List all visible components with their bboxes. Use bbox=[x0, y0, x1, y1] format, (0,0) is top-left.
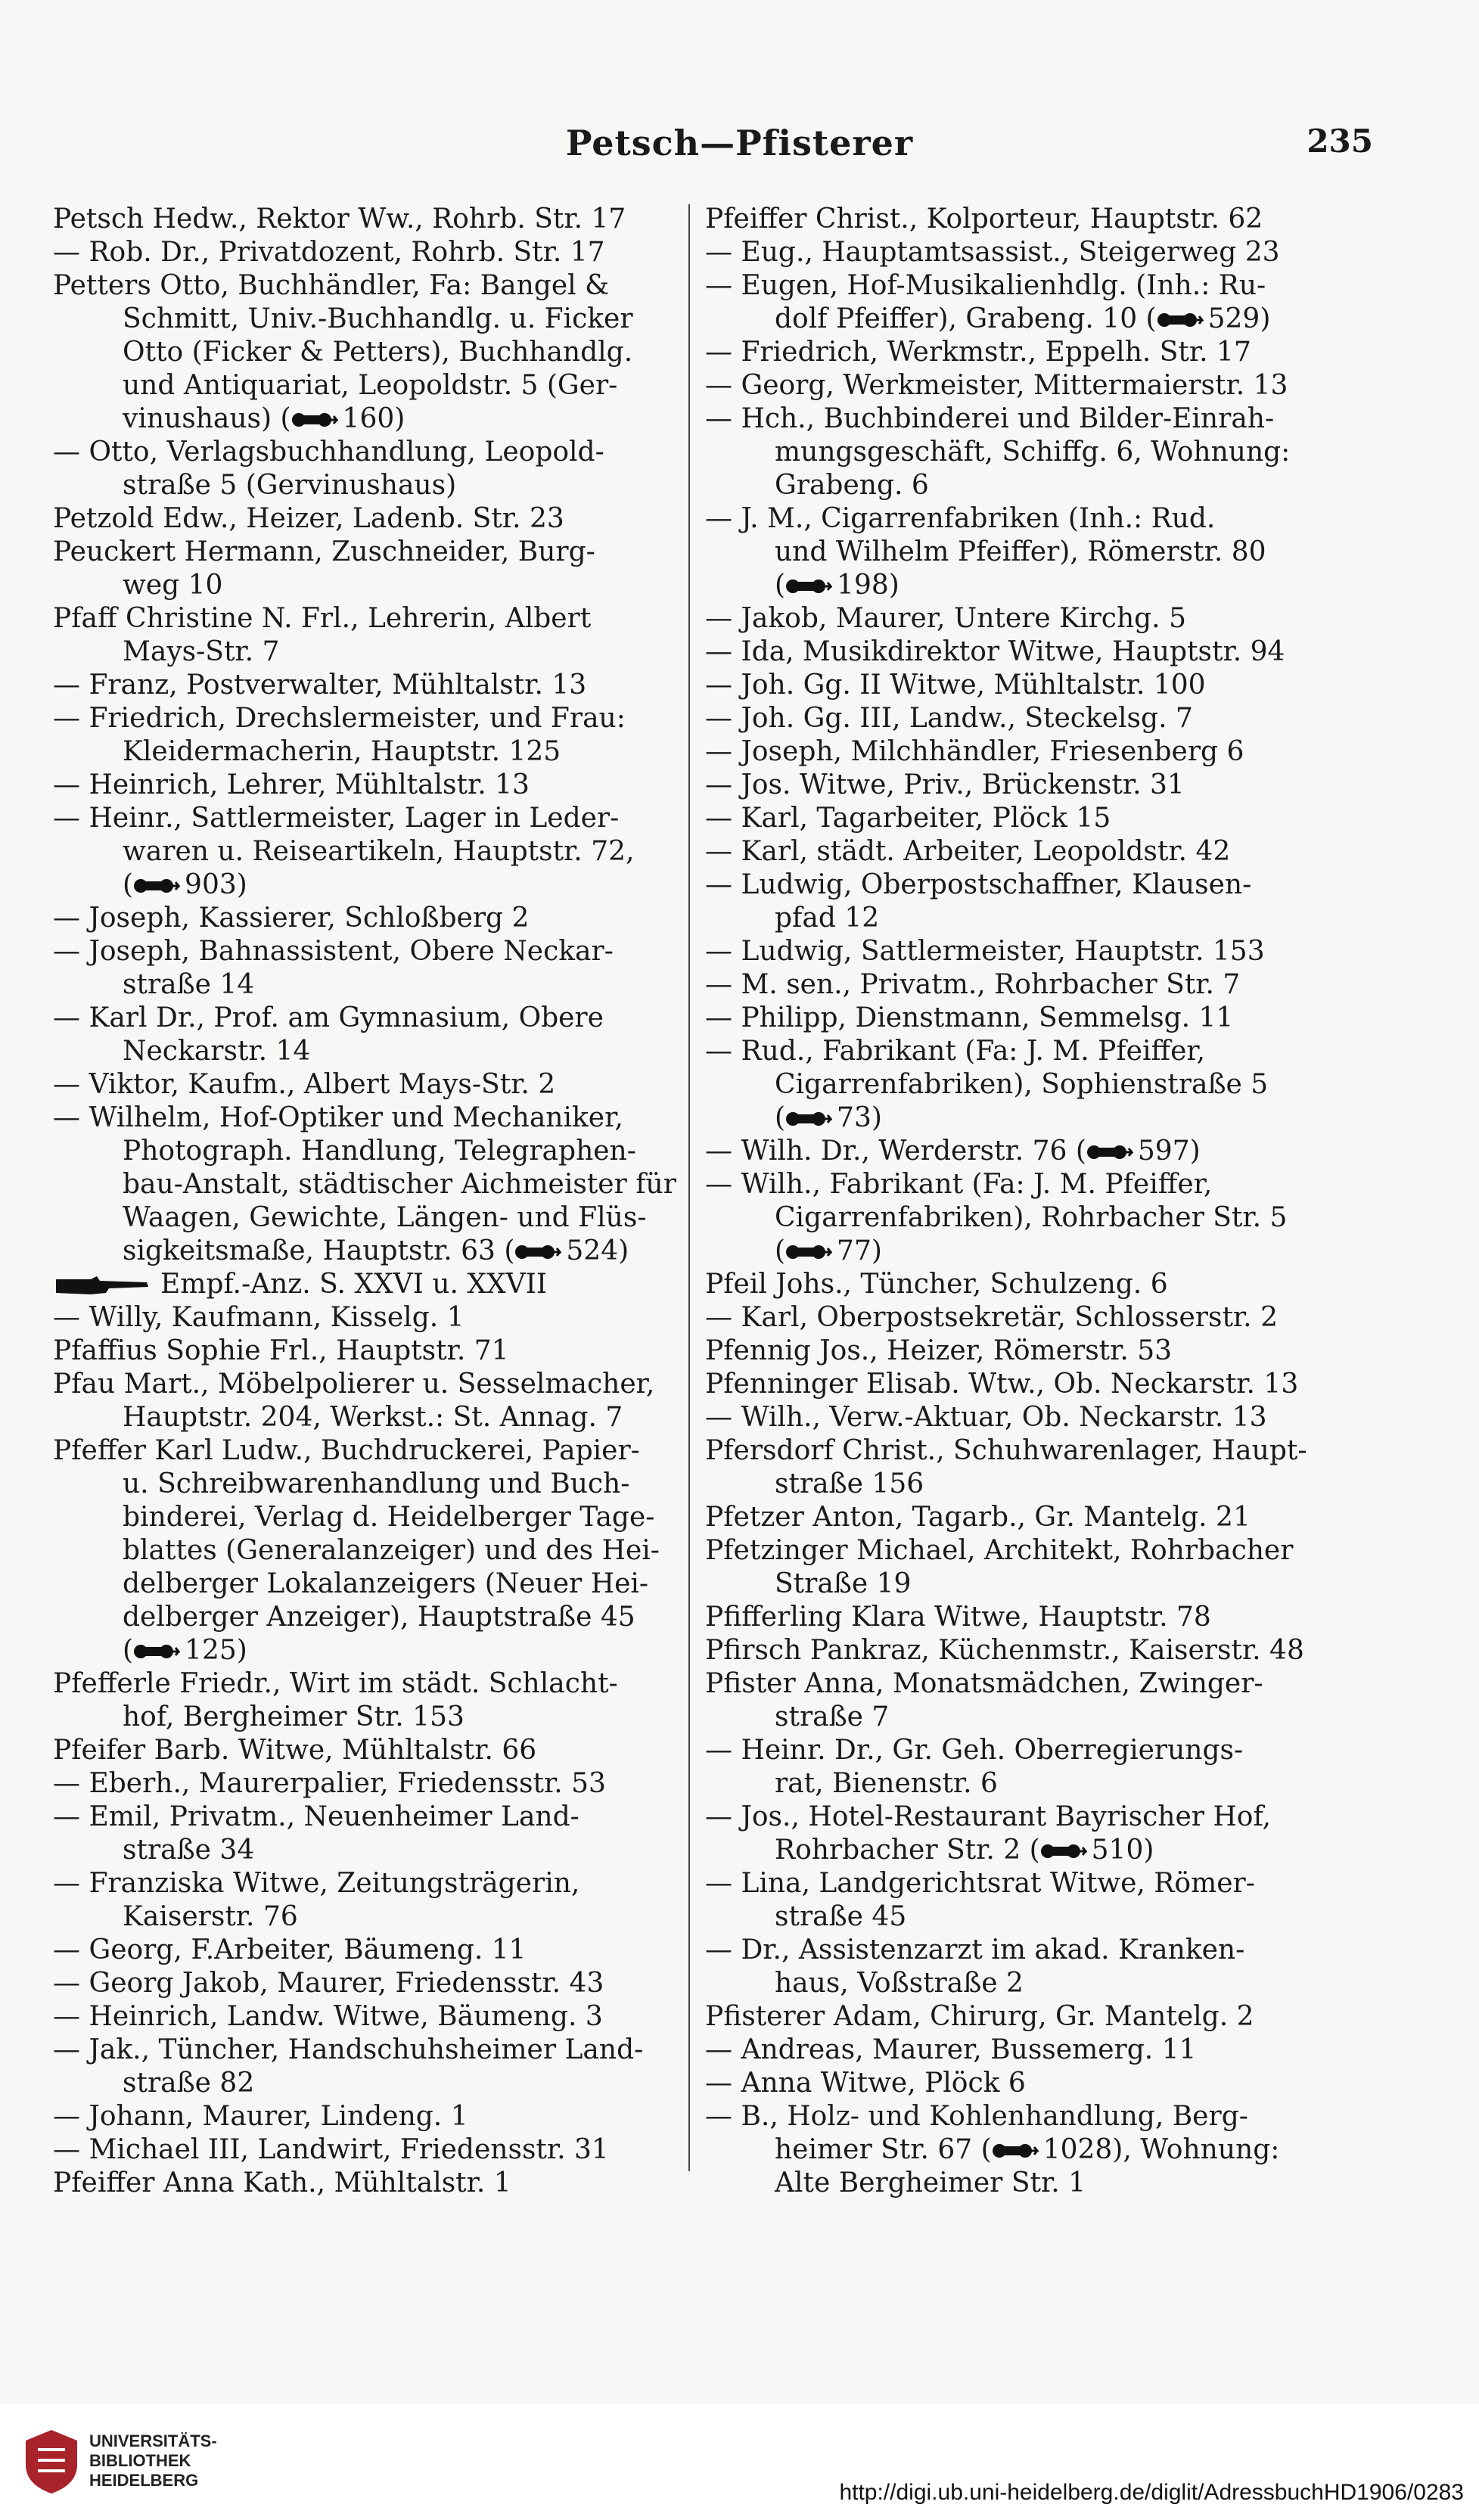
telephone-receiver-icon bbox=[133, 1637, 180, 1658]
entry-text: weg 10 bbox=[123, 570, 223, 601]
directory-entry-line bbox=[705, 1468, 1341, 1501]
entry-text: Straße 19 bbox=[775, 1568, 912, 1599]
entry-text: — Hch., Buchbinderei und Bilder-Einrah- bbox=[705, 403, 1275, 434]
directory-entry-line bbox=[53, 1268, 688, 1301]
directory-entry-line bbox=[53, 436, 688, 469]
entry-text: blattes (Generalanzeiger) und des Hei- bbox=[123, 1535, 660, 1566]
directory-entry-line bbox=[705, 1667, 1341, 1701]
entry-text-after: ) bbox=[1260, 303, 1271, 334]
directory-entry-line bbox=[53, 1734, 688, 1767]
entry-text: — Ida, Musikdirektor Witwe, Hauptstr. 94 bbox=[705, 636, 1285, 667]
entry-text: haus, Voßstraße 2 bbox=[775, 1968, 1024, 1999]
entry-text: Kleidermacherin, Hauptstr. 125 bbox=[123, 736, 561, 767]
telephone-receiver-icon bbox=[992, 2136, 1039, 2158]
telephone-receiver-icon bbox=[785, 1105, 832, 1126]
directory-entry-line bbox=[705, 1801, 1341, 1834]
entry-text: bau-Anstalt, städtischer Aichmeister für bbox=[123, 1169, 676, 1200]
entry-text: — Heinrich, Lehrer, Mühltalstr. 13 bbox=[53, 769, 530, 800]
directory-entry-line bbox=[53, 669, 688, 702]
entry-text: heimer Str. 67 ( bbox=[775, 2134, 992, 2165]
directory-entry-line bbox=[53, 1867, 688, 1900]
entry-text: Pfau Mart., Möbelpolierer u. Sesselmacher, bbox=[53, 1369, 655, 1400]
entry-text: — Karl, Oberpostsekretär, Schlosserstr. 2 bbox=[705, 1302, 1278, 1333]
phone-number: 597 bbox=[1137, 1136, 1190, 1167]
phone-number: 160 bbox=[342, 403, 395, 434]
directory-entry-line bbox=[705, 1767, 1341, 1801]
entry-text: Pfaffius Sophie Frl., Hauptstr. 71 bbox=[53, 1335, 509, 1366]
directory-entry-line bbox=[53, 2034, 688, 2067]
directory-entry-line bbox=[53, 1401, 688, 1434]
telephone-receiver-icon bbox=[514, 1238, 561, 1259]
entry-text: mungsgeschäft, Schiffg. 6, Wohnung: bbox=[775, 437, 1291, 468]
directory-entry-line bbox=[705, 1568, 1341, 1601]
entry-text: — Joh. Gg. II Witwe, Mühltalstr. 100 bbox=[705, 670, 1206, 701]
entry-text: Pfetzinger Michael, Architekt, Rohrbacher bbox=[705, 1535, 1294, 1566]
telephone-receiver-icon bbox=[1040, 1837, 1087, 1858]
directory-entry-line bbox=[705, 1967, 1341, 2000]
right-column bbox=[705, 203, 1341, 2200]
directory-entry-line bbox=[705, 369, 1341, 402]
directory-entry-line bbox=[705, 968, 1341, 1002]
directory-entry-line bbox=[53, 1501, 688, 1534]
directory-entry-line bbox=[53, 635, 688, 669]
entry-text: — Wilhelm, Hof-Optiker und Mechaniker, bbox=[53, 1102, 623, 1133]
entry-text: Hauptstr. 204, Werkst.: St. Annag. 7 bbox=[123, 1402, 623, 1433]
entry-text: — Viktor, Kaufm., Albert Mays-Str. 2 bbox=[53, 1069, 556, 1100]
entry-text: delberger Anzeiger), Hauptstraße 45 bbox=[123, 1602, 635, 1633]
source-url[interactable]: http://digi.ub.uni-heidelberg.de/diglit/AdressbuchHD1906/0283 bbox=[839, 2480, 1464, 2505]
entry-text: Mays-Str. 7 bbox=[123, 636, 280, 667]
directory-entry-line bbox=[53, 1601, 688, 1634]
telephone-receiver-icon bbox=[1157, 306, 1204, 327]
left-column bbox=[53, 203, 688, 2200]
entry-text: vinushaus) ( bbox=[123, 403, 291, 434]
directory-entry-line bbox=[53, 303, 688, 336]
directory-entry-line bbox=[705, 436, 1341, 469]
entry-text: — Franz, Postverwalter, Mühltalstr. 13 bbox=[53, 670, 587, 701]
entry-text: ( bbox=[775, 1102, 786, 1133]
entry-text: — Ludwig, Sattlermeister, Hauptstr. 153 bbox=[705, 936, 1265, 967]
entry-text: rat, Bienenstr. 6 bbox=[775, 1768, 998, 1799]
entry-text: straße 34 bbox=[123, 1835, 255, 1866]
entry-text: — Eugen, Hof-Musikalienhdlg. (Inh.: Ru- bbox=[705, 270, 1266, 301]
directory-entry-line bbox=[53, 802, 688, 835]
entry-text: Pfaff Christine N. Frl., Lehrerin, Albert bbox=[53, 603, 592, 634]
entry-text: pfad 12 bbox=[775, 903, 880, 934]
directory-entry-line bbox=[705, 702, 1341, 735]
directory-entry-line bbox=[705, 269, 1341, 303]
directory-entry-line bbox=[705, 1900, 1341, 1934]
directory-entry-line bbox=[53, 602, 688, 635]
entry-text-after: ) bbox=[618, 1235, 629, 1266]
entry-text: und Wilhelm Pfeiffer), Römerstr. 80 bbox=[775, 536, 1266, 567]
directory-entry-line bbox=[53, 236, 688, 269]
telephone-receiver-icon bbox=[1086, 1138, 1133, 1159]
directory-entry-line bbox=[53, 203, 688, 236]
directory-entry-line bbox=[53, 1634, 688, 1667]
page-number: 235 bbox=[1307, 123, 1373, 160]
entry-text: hof, Bergheimer Str. 153 bbox=[123, 1701, 465, 1732]
entry-text: — J. M., Cigarrenfabriken (Inh.: Rud. bbox=[705, 503, 1216, 534]
directory-entry-line bbox=[53, 968, 688, 1002]
directory-entry-line bbox=[705, 1701, 1341, 1734]
entry-text: Peuckert Hermann, Zuschneider, Burg- bbox=[53, 536, 595, 567]
directory-entry-line bbox=[705, 1834, 1341, 1867]
entry-text: Pfennig Jos., Heizer, Römerstr. 53 bbox=[705, 1335, 1173, 1366]
directory-entry-line bbox=[705, 1734, 1341, 1767]
library-name: UNIVERSITÄTS- BIBLIOTHEK HEIDELBERG bbox=[89, 2431, 217, 2490]
entry-text: — Karl Dr., Prof. am Gymnasium, Obere bbox=[53, 1002, 604, 1033]
directory-entry-line bbox=[53, 1335, 688, 1368]
entry-text: ( bbox=[123, 869, 134, 900]
directory-entry-line bbox=[53, 1102, 688, 1135]
entry-text: — Karl, Tagarbeiter, Plöck 15 bbox=[705, 803, 1111, 834]
phone-number: 529 bbox=[1207, 303, 1260, 334]
directory-entry-line bbox=[53, 269, 688, 303]
phone-number: 125 bbox=[185, 1635, 237, 1666]
directory-entry-line bbox=[705, 1634, 1341, 1667]
directory-entry-line bbox=[705, 569, 1341, 602]
entry-text: — Andreas, Maurer, Bussemerg. 11 bbox=[705, 2034, 1197, 2065]
entry-text: binderei, Verlag d. Heidelberger Tage- bbox=[123, 1502, 655, 1533]
entry-text: — Friedrich, Werkmstr., Eppelh. Str. 17 bbox=[705, 337, 1251, 368]
directory-entry-line bbox=[705, 1235, 1341, 1268]
directory-entry-line bbox=[53, 1301, 688, 1335]
directory-entry-line bbox=[53, 1201, 688, 1235]
phone-number: 198 bbox=[837, 570, 889, 601]
directory-entry-line bbox=[705, 2067, 1341, 2100]
directory-entry-line bbox=[53, 469, 688, 502]
entry-text: — Jos. Witwe, Priv., Brückenstr. 31 bbox=[705, 769, 1185, 800]
directory-entry-line bbox=[705, 868, 1341, 902]
directory-entry-line bbox=[705, 2133, 1341, 2167]
directory-entry-line bbox=[705, 635, 1341, 669]
directory-entry-line bbox=[705, 469, 1341, 502]
entry-text: — Joseph, Kassierer, Schloßberg 2 bbox=[53, 903, 530, 934]
directory-entry-line bbox=[705, 502, 1341, 536]
page-header bbox=[61, 113, 1418, 166]
entry-text: — Georg Jakob, Maurer, Friedensstr. 43 bbox=[53, 1968, 604, 1999]
entry-text-after: ) bbox=[871, 1235, 882, 1266]
directory-entry-line bbox=[705, 1534, 1341, 1568]
entry-text: straße 45 bbox=[775, 1901, 907, 1932]
directory-entry-line bbox=[705, 1068, 1341, 1102]
entry-text: — Anna Witwe, Plöck 6 bbox=[705, 2068, 1026, 2099]
entry-text: — Lina, Landgerichtsrat Witwe, Römer- bbox=[705, 1868, 1255, 1899]
directory-entry-line bbox=[705, 902, 1341, 935]
entry-text: Pfeiffer Christ., Kolporteur, Hauptstr. 62 bbox=[705, 204, 1263, 235]
entry-text-after: ) bbox=[871, 1102, 882, 1133]
directory-entry-line bbox=[705, 1434, 1341, 1468]
entry-text: — Eberh., Maurerpalier, Friedensstr. 53 bbox=[53, 1768, 606, 1799]
directory-entry-line bbox=[53, 1834, 688, 1867]
entry-text: Pfersdorf Christ., Schuhwarenlager, Haupt- bbox=[705, 1435, 1307, 1466]
directory-entry-line bbox=[705, 1102, 1341, 1135]
entry-text: Pfeifer Barb. Witwe, Mühltalstr. 66 bbox=[53, 1735, 537, 1766]
entry-text: — Heinrich, Landw. Witwe, Bäumeng. 3 bbox=[53, 2001, 603, 2032]
entry-text: straße 82 bbox=[123, 2068, 255, 2099]
entry-text: und Antiquariat, Leopoldstr. 5 (Ger- bbox=[123, 370, 618, 401]
directory-entry-line bbox=[53, 1967, 688, 2000]
directory-entry-line bbox=[53, 769, 688, 802]
directory-entry-line bbox=[53, 835, 688, 868]
entry-text: — Wilh., Fabrikant (Fa: J. M. Pfeiffer, bbox=[705, 1169, 1213, 1200]
entry-text: straße 156 bbox=[775, 1468, 924, 1499]
entry-text-after: ) bbox=[1189, 1136, 1201, 1167]
directory-entry-line bbox=[705, 236, 1341, 269]
entry-text: straße 14 bbox=[123, 969, 255, 1000]
directory-entry-line bbox=[705, 1401, 1341, 1434]
entry-text: Grabeng. 6 bbox=[775, 470, 929, 501]
directory-entry-line bbox=[705, 802, 1341, 835]
entry-text: Neckarstr. 14 bbox=[123, 1036, 311, 1067]
directory-entry-line bbox=[53, 868, 688, 902]
directory-entry-line bbox=[53, 2100, 688, 2133]
directory-entry-line bbox=[53, 1168, 688, 1201]
directory-entry-line bbox=[53, 2067, 688, 2100]
telephone-receiver-icon bbox=[291, 405, 338, 427]
directory-entry-line bbox=[705, 1867, 1341, 1900]
running-title: Petsch—Pfisterer bbox=[565, 123, 914, 163]
entry-text: Pfeil Johs., Tüncher, Schulzeng. 6 bbox=[705, 1269, 1168, 1300]
entry-text-after: ) bbox=[394, 403, 405, 434]
directory-entry-line bbox=[53, 1368, 688, 1401]
entry-text: Pfifferling Klara Witwe, Hauptstr. 78 bbox=[705, 1602, 1211, 1633]
directory-entry-line bbox=[705, 1168, 1341, 1201]
entry-text: Petzold Edw., Heizer, Ladenb. Str. 23 bbox=[53, 503, 564, 534]
entry-text: — Friedrich, Drechslermeister, und Frau: bbox=[53, 703, 626, 734]
telephone-receiver-icon bbox=[133, 872, 180, 893]
entry-text: sigkeitsmaße, Hauptstr. 63 ( bbox=[123, 1235, 515, 1266]
entry-text: Rohrbacher Str. 2 ( bbox=[775, 1835, 1040, 1866]
entry-text: Pfeffer Karl Ludw., Buchdruckerei, Papier- bbox=[53, 1435, 640, 1466]
entry-text: — Rud., Fabrikant (Fa: J. M. Pfeiffer, bbox=[705, 1036, 1206, 1067]
directory-entry-line bbox=[705, 602, 1341, 635]
entry-text: Pfenninger Elisab. Wtw., Ob. Neckarstr. 13 bbox=[705, 1369, 1299, 1400]
directory-entry-line bbox=[705, 1601, 1341, 1634]
entry-text: — Joseph, Milchhändler, Friesenberg 6 bbox=[705, 736, 1244, 767]
directory-entry-line bbox=[53, 1568, 688, 1601]
entry-text: Pfisterer Adam, Chirurg, Gr. Mantelg. 2 bbox=[705, 2001, 1254, 2032]
directory-entry-line bbox=[705, 2167, 1341, 2200]
entry-text: Alte Bergheimer Str. 1 bbox=[775, 2167, 1086, 2198]
entry-text-after: ), Wohnung: bbox=[1112, 2134, 1280, 2165]
directory-entry-line bbox=[705, 1268, 1341, 1301]
directory-entry-line bbox=[53, 1667, 688, 1701]
entry-text: Pfefferle Friedr., Wirt im städt. Schlacht- bbox=[53, 1668, 618, 1699]
entry-text-after: ) bbox=[888, 570, 900, 601]
directory-entry-line bbox=[705, 1002, 1341, 1035]
entry-text: Pfeiffer Anna Kath., Mühltalstr. 1 bbox=[53, 2167, 511, 2198]
entry-text: — Jakob, Maurer, Untere Kirchg. 5 bbox=[705, 603, 1186, 634]
entry-text: ( bbox=[123, 1635, 134, 1666]
directory-entry-line bbox=[705, 2100, 1341, 2133]
phone-number: 77 bbox=[837, 1235, 872, 1266]
phone-number: 524 bbox=[566, 1235, 619, 1266]
directory-entry-line bbox=[53, 1801, 688, 1834]
entry-text: — Jos., Hotel-Restaurant Bayrischer Hof, bbox=[705, 1801, 1271, 1832]
entry-text: Kaiserstr. 76 bbox=[123, 1901, 298, 1932]
directory-entry-line bbox=[53, 1135, 688, 1168]
entry-text: ( bbox=[775, 1235, 786, 1266]
entry-text: — Joseph, Bahnassistent, Obere Neckar- bbox=[53, 936, 614, 967]
entry-text: — Emil, Privatm., Neuenheimer Land- bbox=[53, 1801, 579, 1832]
directory-entry-line bbox=[705, 2000, 1341, 2034]
entry-text: — Georg, Werkmeister, Mittermaierstr. 13 bbox=[705, 370, 1288, 401]
entry-text: Pfister Anna, Monatsmädchen, Zwinger- bbox=[705, 1668, 1263, 1699]
library-seal-icon bbox=[21, 2427, 82, 2495]
directory-entry-line bbox=[53, 502, 688, 536]
entry-text: — Wilh. Dr., Werderstr. 76 ( bbox=[705, 1136, 1086, 1167]
directory-entry-line bbox=[705, 1368, 1341, 1401]
directory-entry-line bbox=[53, 702, 688, 735]
directory-entry-line bbox=[705, 1501, 1341, 1534]
entry-text: Cigarrenfabriken), Sophienstraße 5 bbox=[775, 1069, 1269, 1100]
directory-entry-line bbox=[53, 1002, 688, 1035]
entry-text: — Wilh., Verw.-Aktuar, Ob. Neckarstr. 13 bbox=[705, 1402, 1267, 1433]
entry-text: — Karl, städt. Arbeiter, Leopoldstr. 42 bbox=[705, 836, 1231, 867]
entry-text: Schmitt, Univ.-Buchhandlg. u. Ficker bbox=[123, 303, 633, 334]
directory-entry-line bbox=[53, 1934, 688, 1967]
column-divider bbox=[688, 204, 690, 2171]
directory-entry-line bbox=[53, 2000, 688, 2034]
entry-text: — Willy, Kaufmann, Kisselg. 1 bbox=[53, 1302, 465, 1333]
directory-entry-line bbox=[53, 1767, 688, 1801]
phone-number: 510 bbox=[1091, 1835, 1144, 1866]
directory-entry-line bbox=[705, 303, 1341, 336]
directory-entry-line bbox=[705, 1201, 1341, 1235]
phone-number: 1028 bbox=[1042, 2134, 1113, 2165]
entry-text: Petsch Hedw., Rektor Ww., Rohrb. Str. 17 bbox=[53, 204, 626, 235]
entry-text: Photograph. Handlung, Telegraphen- bbox=[123, 1136, 636, 1167]
entry-text: — Ludwig, Oberpostschaffner, Klausen- bbox=[705, 869, 1252, 900]
footer bbox=[0, 2404, 1479, 2520]
telephone-receiver-icon bbox=[785, 1238, 832, 1259]
entry-text: straße 7 bbox=[775, 1701, 890, 1732]
entry-text: — Rob. Dr., Privatdozent, Rohrb. Str. 17 bbox=[53, 237, 605, 268]
directory-entry-line bbox=[53, 935, 688, 968]
entry-text: u. Schreibwarenhandlung und Buch- bbox=[123, 1468, 630, 1499]
entry-text: — Franziska Witwe, Zeitungsträgerin, bbox=[53, 1868, 580, 1899]
directory-entry-line bbox=[53, 536, 688, 569]
directory-entry-line bbox=[705, 735, 1341, 769]
directory-entry-line bbox=[705, 835, 1341, 868]
entry-text: — Philipp, Dienstmann, Semmelsg. 11 bbox=[705, 1002, 1234, 1033]
entry-text: — Michael III, Landwirt, Friedensstr. 31 bbox=[53, 2134, 609, 2165]
directory-entry-line bbox=[53, 1434, 688, 1468]
directory-entry-line bbox=[53, 1068, 688, 1102]
directory-entry-line bbox=[53, 402, 688, 436]
entry-text-after: ) bbox=[236, 1635, 247, 1666]
directory-entry-line bbox=[705, 935, 1341, 968]
directory-entry-line bbox=[705, 1301, 1341, 1335]
directory-entry-line bbox=[705, 669, 1341, 702]
entry-text: Empf.-Anz. S. XXVI u. XXVII bbox=[160, 1269, 548, 1300]
directory-entry-line bbox=[53, 1035, 688, 1068]
directory-entry-line bbox=[53, 2133, 688, 2167]
directory-entry-line bbox=[705, 1035, 1341, 1068]
directory-entry-line bbox=[53, 1468, 688, 1501]
entry-text: — Johann, Maurer, Lindeng. 1 bbox=[53, 2101, 468, 2132]
entry-text: delberger Lokalanzeigers (Neuer Hei- bbox=[123, 1568, 649, 1599]
directory-entry-line bbox=[53, 1534, 688, 1568]
entry-text: Otto (Ficker & Petters), Buchhandlg. bbox=[123, 337, 633, 368]
directory-entry-line bbox=[705, 203, 1341, 236]
entry-text: — Dr., Assistenzarzt im akad. Kranken- bbox=[705, 1934, 1245, 1965]
entry-text: — M. sen., Privatm., Rohrbacher Str. 7 bbox=[705, 969, 1241, 1000]
entry-text: — Jak., Tüncher, Handschuhsheimer Land- bbox=[53, 2034, 644, 2065]
entry-text: Pfetzer Anton, Tagarb., Gr. Mantelg. 21 bbox=[705, 1502, 1251, 1533]
entry-text: Waagen, Gewichte, Längen- und Flüs- bbox=[123, 1202, 647, 1233]
entry-text: waren u. Reiseartikeln, Hauptstr. 72, bbox=[123, 836, 635, 867]
entry-text: — Georg, F.Arbeiter, Bäumeng. 11 bbox=[53, 1934, 527, 1965]
entry-text: — Heinr. Dr., Gr. Geh. Oberregierungs- bbox=[705, 1735, 1244, 1766]
directory-entry-line bbox=[705, 1335, 1341, 1368]
directory-entry-line bbox=[53, 735, 688, 769]
directory-entry-line bbox=[53, 1235, 688, 1268]
entry-text: — Eug., Hauptamtsassist., Steigerweg 23 bbox=[705, 237, 1280, 268]
directory-entry-line bbox=[53, 569, 688, 602]
directory-entry-line bbox=[53, 1900, 688, 1934]
telephone-receiver-icon bbox=[785, 572, 832, 593]
directory-entry-line bbox=[53, 902, 688, 935]
directory-entry-line bbox=[705, 1135, 1341, 1168]
entry-text: dolf Pfeiffer), Grabeng. 10 ( bbox=[775, 303, 1157, 334]
phone-number: 73 bbox=[837, 1102, 872, 1133]
phone-number: 903 bbox=[185, 869, 237, 900]
directory-entry-line bbox=[705, 336, 1341, 369]
entry-text: — B., Holz- und Kohlenhandlung, Berg- bbox=[705, 2101, 1248, 2132]
entry-text: — Joh. Gg. III, Landw., Steckelsg. 7 bbox=[705, 703, 1193, 734]
directory-entry-line bbox=[705, 769, 1341, 802]
directory-entry-line bbox=[705, 2034, 1341, 2067]
directory-entry-line bbox=[705, 402, 1341, 436]
directory-entry-line bbox=[53, 336, 688, 369]
entry-text: Petters Otto, Buchhändler, Fa: Bangel & bbox=[53, 270, 610, 301]
directory-entry-line bbox=[53, 2167, 688, 2200]
entry-text: Pfirsch Pankraz, Küchenmstr., Kaiserstr. 48 bbox=[705, 1635, 1304, 1666]
directory-entry-line bbox=[53, 369, 688, 402]
directory-entry-line bbox=[705, 1934, 1341, 1967]
directory-entry-line bbox=[53, 1701, 688, 1734]
entry-text: — Otto, Verlagsbuchhandlung, Leopold- bbox=[53, 437, 604, 468]
entry-text: ( bbox=[775, 570, 786, 601]
entry-text: Cigarrenfabriken), Rohrbacher Str. 5 bbox=[775, 1202, 1288, 1233]
entry-text: — Heinr., Sattlermeister, Lager in Leder- bbox=[53, 803, 620, 834]
pointing-hand-icon bbox=[53, 1272, 151, 1297]
entry-text: straße 5 (Gervinushaus) bbox=[123, 470, 457, 501]
entry-text-after: ) bbox=[1143, 1835, 1154, 1866]
entry-text-after: ) bbox=[236, 869, 247, 900]
directory-entry-line bbox=[705, 536, 1341, 569]
